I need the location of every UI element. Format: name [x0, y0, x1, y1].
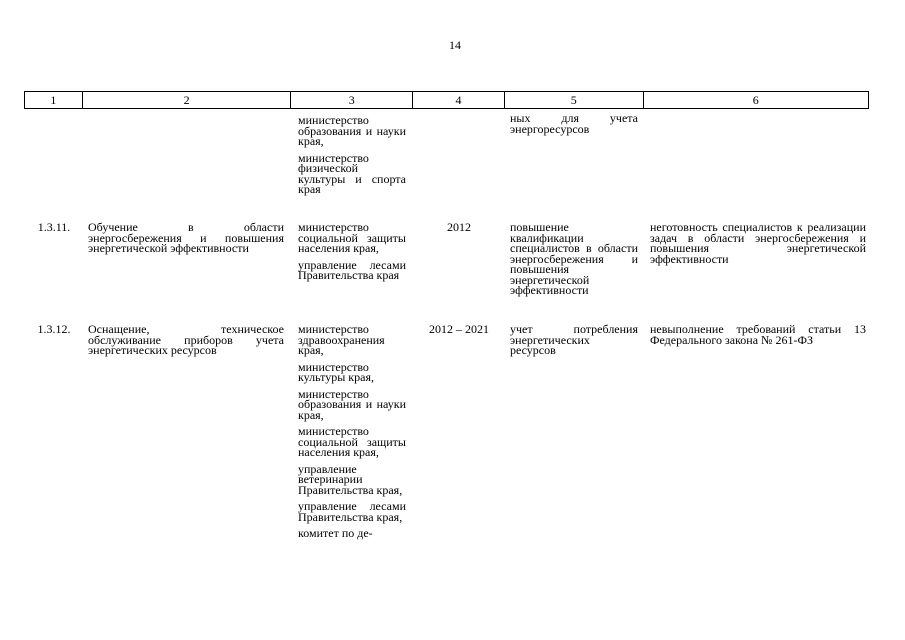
- row-number: 1.3.11.: [37, 220, 71, 234]
- executor-item: министерство образования и науки края,: [298, 386, 406, 422]
- executor-item: министерство культуры края,: [298, 359, 374, 384]
- header-col-4: 4: [413, 92, 505, 108]
- executor-item: министерство социальной защиты населения края,: [298, 424, 406, 459]
- executor-item: управление ветеринарии Правительства края,: [298, 461, 403, 497]
- executor-item: управление лесами Правительства края,: [298, 499, 406, 524]
- row-risk: неготовность специалистов к реализации задач в области энергосбережения и повышения энергетической эффективности: [650, 220, 866, 266]
- row-name: Обучение в области энергосбережения и повышения энергетической эффективности: [88, 220, 284, 255]
- executor-item: министерство образования и науки края,: [298, 113, 406, 148]
- header-col-6: 6: [752, 93, 759, 107]
- executor-item: управление лесами Правительства края: [298, 257, 406, 282]
- table-header-row: [24, 91, 869, 109]
- row-year: 2012: [447, 220, 471, 234]
- executor-item: министерство здравоохранения края,: [298, 322, 385, 357]
- continuation-executors: [298, 115, 406, 201]
- page-number: 14: [449, 38, 461, 52]
- row-number: 1.3.12.: [37, 322, 71, 336]
- header-col-2: 2: [83, 92, 292, 108]
- header-col-1: 1: [25, 92, 83, 108]
- continuation-result: ных для учета энергоресурсов: [510, 111, 638, 136]
- row-year: 2012 – 2021: [429, 322, 489, 336]
- row-name: Оснащение, техническое обслуживание приборов учета энергетических ресурсов: [88, 322, 284, 357]
- row-executors: [298, 324, 406, 545]
- row-risk: невыполнение требований статьи 13 Федерального закона № 261-ФЗ: [650, 322, 866, 347]
- row-executors: [298, 222, 406, 287]
- header-col-5: 5: [505, 92, 644, 108]
- row-result: повышение квалификации специалистов в области энергосбережения и повышения энергетической эффективности: [510, 220, 638, 297]
- executor-item: министерство социальной защиты населения края,: [298, 220, 406, 255]
- executor-item: министерство физической культуры и спорта края: [298, 150, 406, 196]
- executor-item: комитет по де-: [298, 526, 373, 540]
- header-col-3: 3: [291, 92, 413, 108]
- row-result: учет потребления энергетических ресурсов: [510, 322, 638, 357]
